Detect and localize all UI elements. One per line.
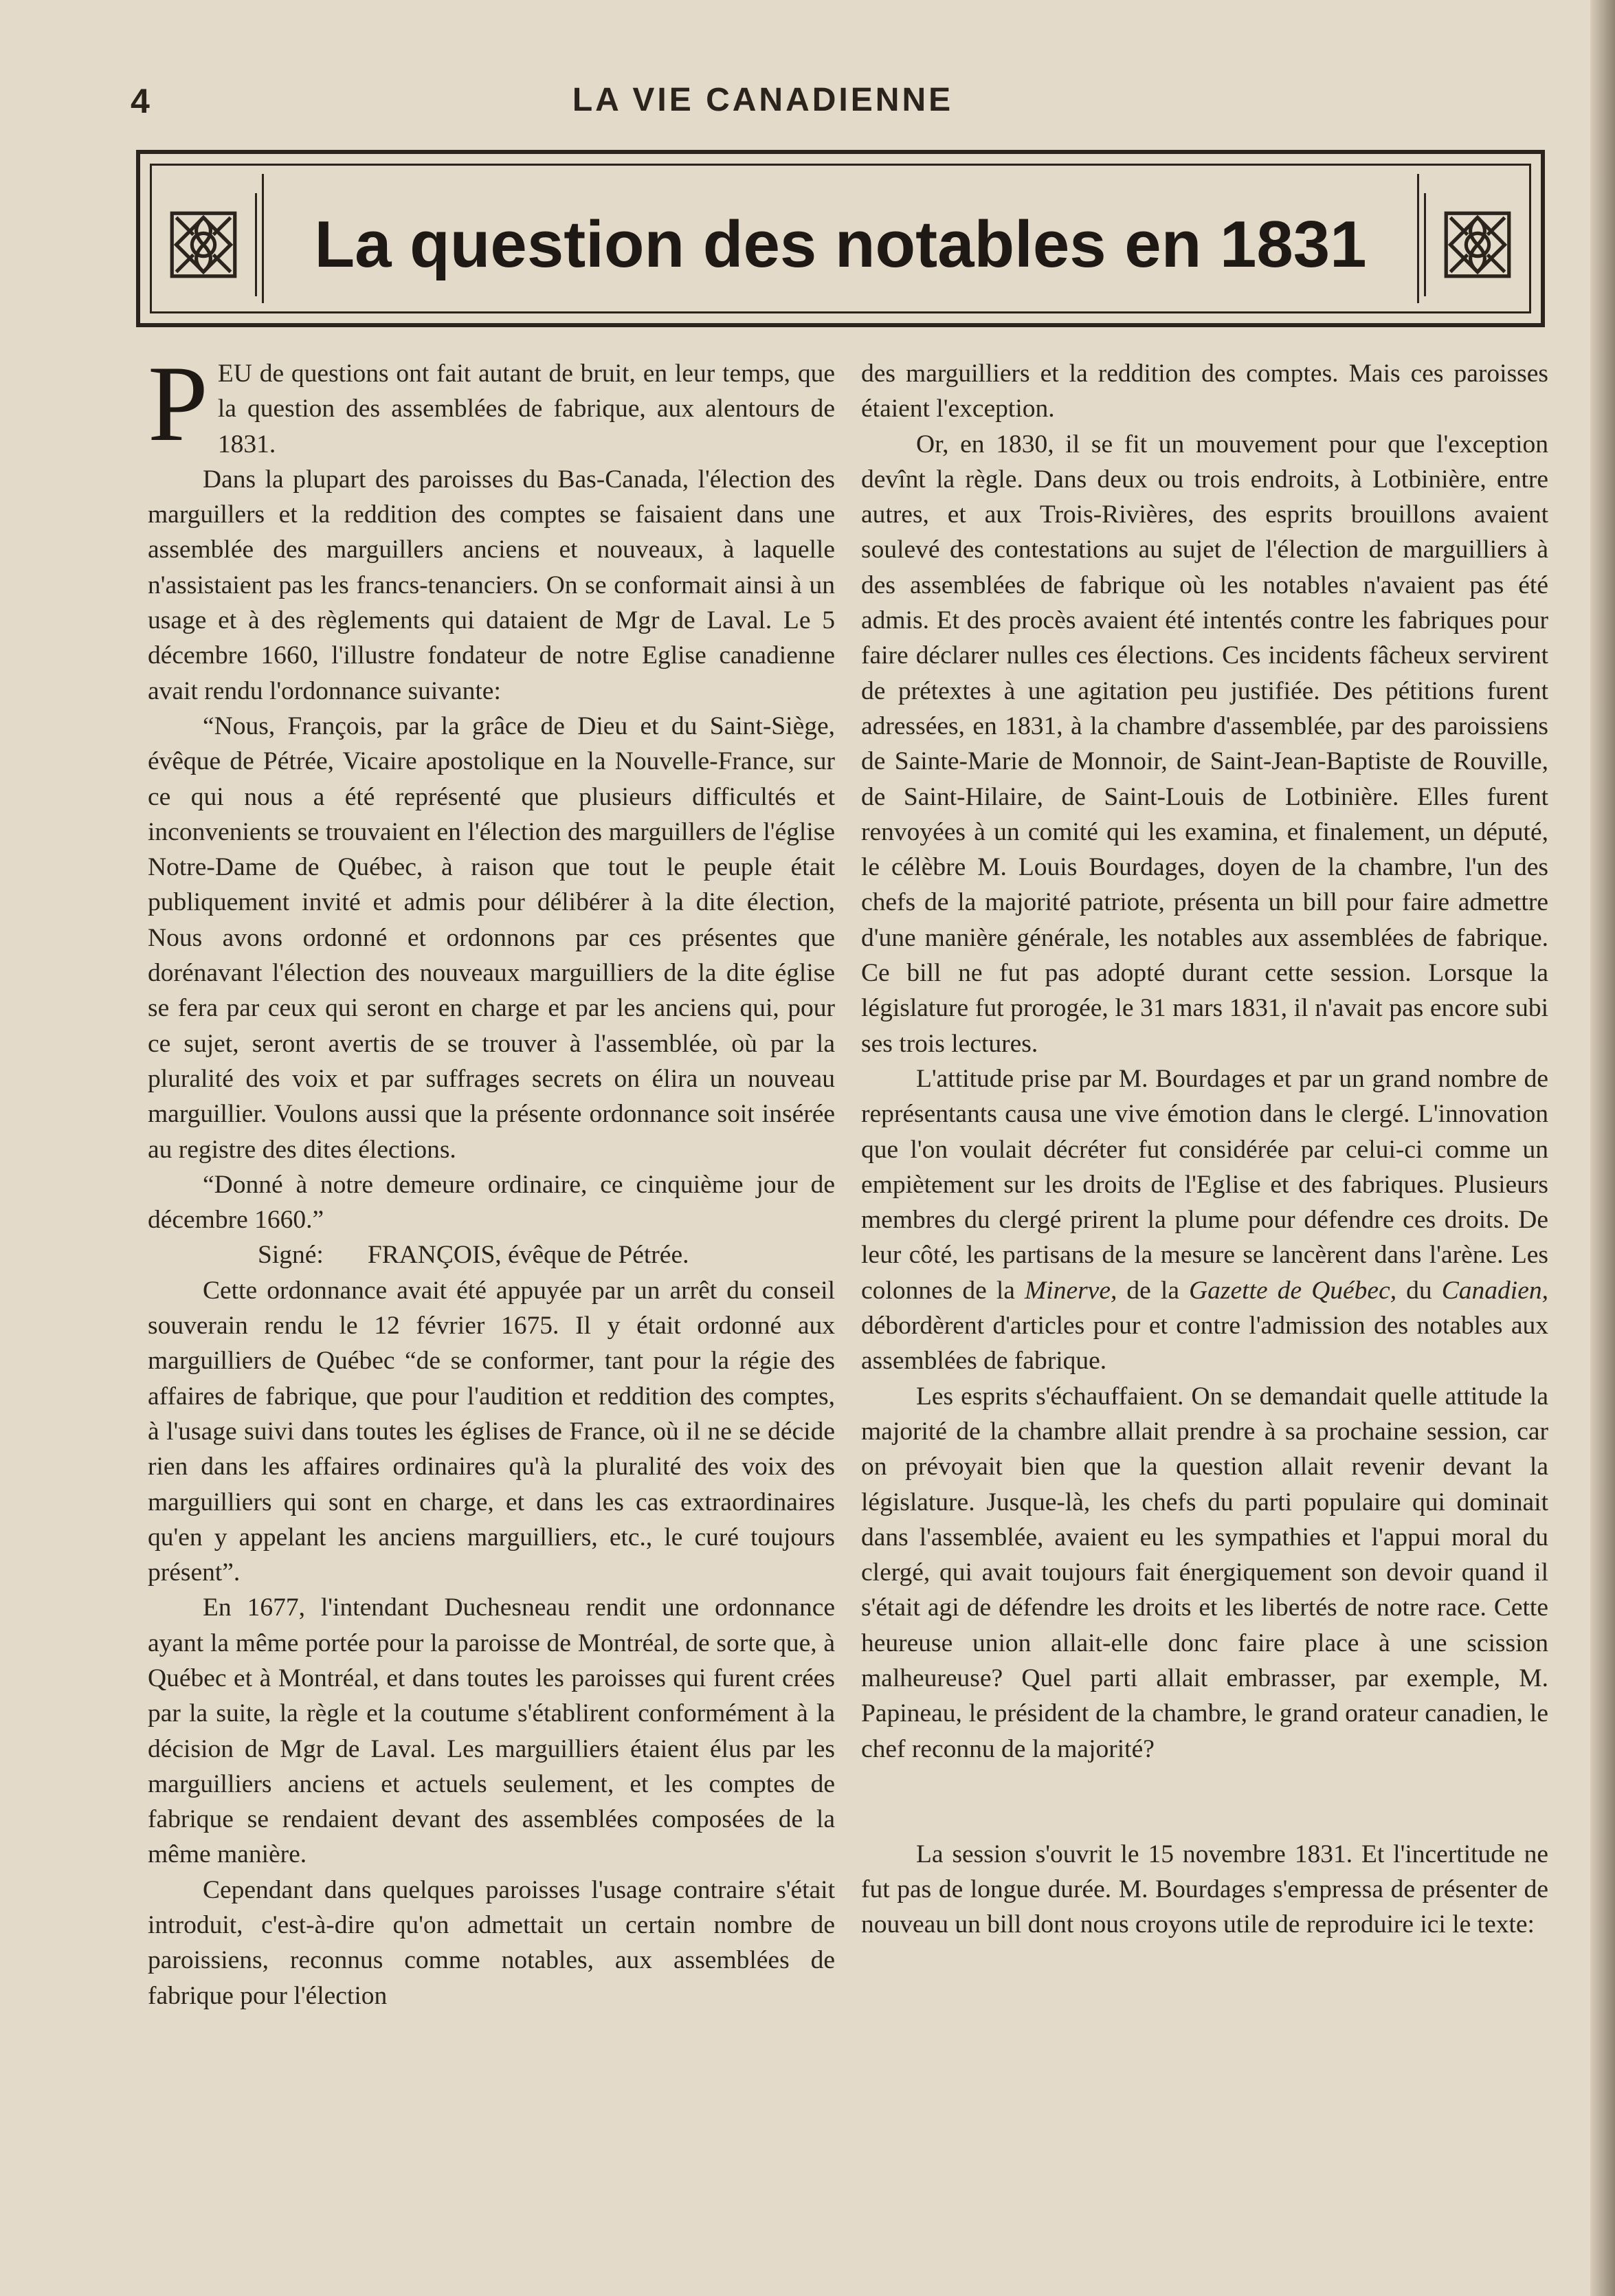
title-box-inner [150,164,1531,313]
paragraph-text: L'attitude prise par M. Bourdages et par un grand nombre de représentants causa une vive émotion dans le clergé. L'innovation que l'on voulait décréter fut considérée par celui-ci comme un empiètement sur les droits de l'Eglise et des fabriques. Plusieurs membres du clergé prirent la plume pour défendre ces droits. De leur côté, les partisans de la mesure se lancèrent dans l'arène. Les colonnes de la [861,1064,1548,1305]
paragraph: Les esprits s'échauffaient. On se demandait quelle attitude la majorité de la chambre allait prendre à sa prochaine session, car on prévoyait bien que la question allait revenir devant la législature. Jusque-là, les chefs du parti populaire qui dominait dans l'assemblée, avaient eu les sympathies et l'appui moral du clergé, qui avait toujours fait énergiquement son devoir quand il s'était agi de défendre les droits et les libertés de notre race. Cette heureuse union allait-elle donc faire place à une scission malheureuse? Quel parti allait embrasser, par exemple, M. Papineau, le président de la chambre, le grand orateur canadien, le chef reconnu de la majorité? [861,1382,1548,1763]
left-column [148,344,835,2013]
signature-line [148,1237,835,1272]
paragraph-text: EU de questions ont fait autant de bruit, en leur temps, que la question des assemblées de fabrique, aux alentours de 1831. [217,360,835,459]
newspaper-name: Gazette de Québec, [1189,1276,1397,1305]
paragraph-text: débordèrent d'articles pour et contre l'admission des notables aux assemblées de fabrique. [861,1312,1548,1376]
running-head: LA VIE CANADIENNE [572,82,954,118]
paragraph: Cependant dans quelques paroisses l'usage contraire s'était introduit, c'est-à-dire qu'on admettait un certain nombre de paroissiens, reconnus comme notables, aux assemblées de fabrique pour l'élection [148,1875,835,2010]
paragraph-text: de la [1117,1276,1190,1305]
signature-name: FRANÇOIS, évêque de Pétrée. [367,1241,689,1270]
paragraph: des marguilliers et la reddition des comptes. Mais ces paroisses étaient l'exception. [861,360,1548,423]
section-gap [861,1767,1548,1837]
paragraph [148,344,835,464]
newspaper-name: Minerve, [1025,1276,1117,1305]
page-number: 4 [131,82,150,120]
celtic-knot-icon [1424,193,1529,296]
signature-label: Signé: [258,1241,324,1270]
article-title: La question des notables en 1831 [314,208,1367,281]
paragraph: “Donné à notre demeure ordinaire, ce cinquième jour de décembre 1660.” [148,1170,835,1235]
celtic-knot-icon [152,193,257,296]
drop-cap: P [148,344,208,464]
paragraph [861,1061,1548,1379]
paragraph: “Nous, François, par la grâce de Dieu et du Saint-Siège, évêque de Pétrée, Vicaire apostolique en la Nouvelle-France, sur ce qui nous a été représenté que plusieurs difficultés et inconvenients se trouvaient en l'élection des marguillers de l'église Notre-Dame de Québec, à raison que tout le peuple était publiquement invité et admis pour délibérer à la dite élection, Nous avons ordonné et ordonnons par ces présentes que dorénavant l'élection des nouveaux marguilliers de la dite église se fera par ceux qui seront en charge et par les anciens qui, pour ce sujet, seront avertis de se trouver à l'assemblée, où par la pluralité des voix et par suffrages secrets on élira un nouveau marguillier. Voulons aussi que la présente ordonnance soit insérée au registre des dites élections. [148,711,835,1164]
right-column [861,356,1548,1943]
paragraph: La session s'ouvrit le 15 novembre 1831. Et l'incertitude ne fut pas de longue durée. M. Bourdages s'empressa de présenter de nouveau un bill dont nous croyons utile de reproduire ici le texte: [861,1840,1548,1939]
frame-divider [1417,174,1419,303]
paragraph: En 1677, l'intendant Duchesneau rendit une ordonnance ayant la même portée pour la paroisse de Montréal, de sorte que, à Québec et à Montréal, et dans toutes les paroisses qui furent crées par la suite, la règle et la coutume s'établirent conformément à la décision de Mgr de Laval. Les marguilliers étaient élus par les marguilliers anciens et actuels seulement, et les comptes de fabrique se rendaient devant des assemblées composées de la même manière. [148,1593,835,1869]
frame-divider [262,174,264,303]
page-header [131,81,1395,122]
paragraph: Or, en 1830, il se fit un mouvement pour que l'exception devînt la règle. Dans deux ou trois endroits, à Lotbinière, entre autres, et aux Trois-Rivières, des esprits brouillons avaient soulevé des contestations au sujet de l'élection de marguilliers à des assemblées de fabrique où les notables n'avaient pas été admis. Et des procès avaient été intentés contre les fabriques pour faire déclarer nulles ces élections. Ces incidents fâcheux servirent de prétextes à une agitation peu justifiée. Des pétitions furent adressées, en 1831, à la chambre d'assemblée, par des paroissiens de Sainte-Marie de Monnoir, de Saint-Jean-Baptiste de Rouville, de Saint-Hilaire, de Saint-Louis de Lotbinière. Elles furent renvoyées à un comité qui les examina, et finalement, un député, le célèbre M. Louis Bourdages, doyen de la chambre, l'un des chefs de la majorité patriote, présenta un bill pour faire admettre d'une manière générale, les notables aux assemblées de fabrique. Ce bill ne fut pas adopté durant cette session. Lorsque la législature fut prorogée, le 31 mars 1831, il n'avait pas encore subi ses trois lectures. [861,430,1548,1058]
paragraph: Cette ordonnance avait été appuyée par un arrêt du conseil souverain rendu le 12 février 1675. Il y était ordonné aux marguilliers de Québec “de se conformer, tant pour la régie des affaires de fabrique, que pour l'audition et reddition des comptes, à l'usage suivi dans toutes les églises de France, où il ne se décide rien dans les affaires ordinaires qu'à la pluralité des voix des marguilliers qui sont en charge, et dans les cas extraordinaires qu'en y appelant les anciens marguilliers, etc., le curé toujours présent”. [148,1276,835,1587]
paragraph: Dans la plupart des paroisses du Bas-Canada, l'élection des marguillers et la reddition des comptes se faisaient dans une assemblée des marguillers anciens et nouveaux, à laquelle n'assistaient pas les francs-tenanciers. On se conformait ainsi à un usage et à des règlements qui dataient de Mgr de Laval. Le 5 décembre 1660, l'illustre fondateur de notre Eglise canadienne avait rendu l'ordonnance suivante: [148,465,835,705]
newspaper-name: Canadien, [1441,1276,1548,1305]
page-edge [1590,0,1615,2296]
paragraph-text: du [1396,1276,1442,1305]
title-box [136,150,1545,327]
